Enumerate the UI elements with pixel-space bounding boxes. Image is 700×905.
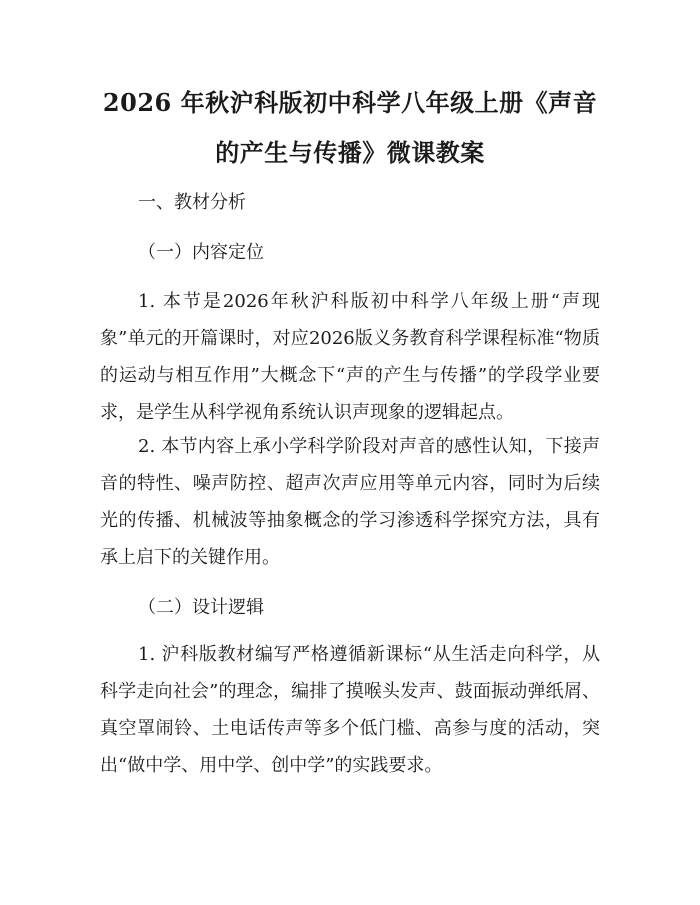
paragraph-3: 1. 沪科版教材编写严格遵循新课标“从生活走向科学，从科学走向社会”的理念，编排了摸喉头发声、鼓面振动弹纸屑、真空罩闹铃、土电话传声等多个低门槛、高参与度的活动，突出“做中学、用中学、创中学”的实践要求。: [100, 644, 600, 776]
section-heading-textbook-analysis: 一、教材分析: [138, 192, 246, 213]
subsection-heading-content-positioning: （一）内容定位: [138, 242, 264, 263]
paragraph-2: 2. 本节内容上承小学科学阶段对声音的感性认知，下接声音的特性、噪声防控、超声次声应用等单元内容，同时为后续光的传播、机械波等抽象概念的学习渗透科学探究方法，具有承上启下的关键作用。: [100, 436, 600, 568]
subsection-heading-design-logic: （二）设计逻辑: [138, 597, 264, 618]
document-title-line-1: 2026 年秋沪科版初中科学八年级上册《声音: [102, 88, 598, 117]
document-title-line-2: 的产生与传播》微课教案: [215, 138, 485, 167]
paragraph-1: 1. 本节是2026年秋沪科版初中科学八年级上册“声现象”单元的开篇课时，对应2026版义务教育科学课程标准“物质的运动与相互作用”大概念下“声的产生与传播”的学段学业要求，是学生从科学视角系统认识声现象的逻辑起点。: [100, 291, 600, 423]
